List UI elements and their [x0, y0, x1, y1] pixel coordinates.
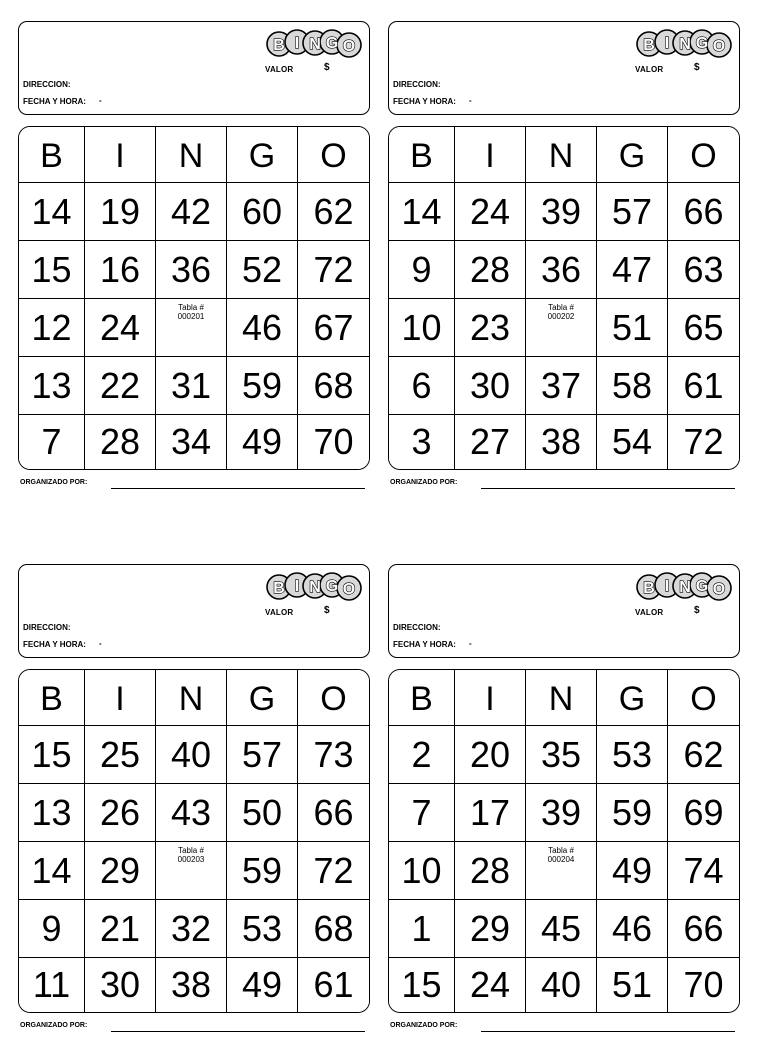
bingo-number: 23: [455, 299, 526, 357]
bingo-number: 20: [455, 726, 526, 784]
bingo-number: 66: [668, 183, 739, 241]
column-header: B: [19, 127, 85, 183]
bingo-grid: [18, 669, 370, 1013]
free-space: [526, 842, 597, 900]
bingo-number: 39: [526, 784, 597, 842]
bingo-number: 66: [668, 900, 739, 958]
fecha-hora-label: FECHA Y HORA:: [393, 97, 456, 106]
bingo-number: 72: [298, 842, 369, 900]
valor-label: VALOR: [265, 608, 294, 617]
tabla-label: Tabla #: [178, 303, 204, 312]
bingo-number: 54: [597, 415, 668, 469]
bingo-number: 42: [156, 183, 227, 241]
bingo-number: 57: [227, 726, 298, 784]
bingo-logo: [265, 26, 363, 60]
bingo-number: 49: [597, 842, 668, 900]
organizado-label: ORGANIZADO POR:: [20, 479, 88, 486]
logo-letter: I: [294, 35, 300, 52]
bingo-number: 32: [156, 900, 227, 958]
bingo-number: 47: [597, 241, 668, 299]
column-header: N: [526, 670, 597, 726]
tabla-label: Tabla #: [178, 846, 204, 855]
column-header: G: [597, 127, 668, 183]
bingo-number: 59: [227, 357, 298, 415]
free-space: [156, 299, 227, 357]
logo-letter: N: [309, 579, 321, 596]
bingo-card: [18, 564, 372, 1054]
bingo-number: 28: [455, 842, 526, 900]
logo-letter: I: [664, 578, 670, 595]
bingo-number: 11: [19, 958, 85, 1012]
bingo-grid: [18, 126, 370, 470]
fecha-hora-value: -: [99, 639, 102, 648]
bingo-number: 9: [389, 241, 455, 299]
bingo-logo: [635, 569, 733, 603]
free-space: [156, 842, 227, 900]
organizer-line: [481, 1031, 735, 1032]
bingo-grid: [388, 126, 740, 470]
logo-letter: O: [712, 38, 726, 55]
bingo-number: 24: [455, 958, 526, 1012]
bingo-logo: [635, 26, 733, 60]
bingo-number: 31: [156, 357, 227, 415]
card-header: [18, 21, 370, 115]
bingo-number: 39: [526, 183, 597, 241]
bingo-number: 27: [455, 415, 526, 469]
column-header: I: [455, 127, 526, 183]
logo-letter: N: [679, 36, 691, 53]
bingo-card: [18, 21, 372, 511]
bingo-number: 72: [298, 241, 369, 299]
bingo-number: 15: [19, 726, 85, 784]
bingo-number: 19: [85, 183, 156, 241]
bingo-number: 34: [156, 415, 227, 469]
bingo-number: 13: [19, 357, 85, 415]
bingo-number: 38: [526, 415, 597, 469]
bingo-number: 30: [85, 958, 156, 1012]
bingo-number: 68: [298, 357, 369, 415]
bingo-number: 1: [389, 900, 455, 958]
bingo-number: 6: [389, 357, 455, 415]
bingo-number: 59: [597, 784, 668, 842]
logo-letter: G: [325, 578, 339, 595]
bingo-number: 21: [85, 900, 156, 958]
bingo-number: 74: [668, 842, 739, 900]
direccion-label: DIRECCION:: [23, 623, 71, 632]
bingo-number: 14: [389, 183, 455, 241]
currency-symbol: $: [694, 605, 700, 616]
column-header: G: [227, 127, 298, 183]
bingo-number: 61: [668, 357, 739, 415]
bingo-number: 36: [526, 241, 597, 299]
bingo-number: 16: [85, 241, 156, 299]
bingo-number: 58: [597, 357, 668, 415]
bingo-number: 49: [227, 958, 298, 1012]
bingo-number: 15: [19, 241, 85, 299]
bingo-number: 61: [298, 958, 369, 1012]
bingo-number: 24: [455, 183, 526, 241]
bingo-number: 7: [389, 784, 455, 842]
bingo-number: 30: [455, 357, 526, 415]
organizado-label: ORGANIZADO POR:: [390, 479, 458, 486]
direccion-label: DIRECCION:: [393, 623, 441, 632]
bingo-number: 9: [19, 900, 85, 958]
free-space: [526, 299, 597, 357]
logo-letter: B: [273, 580, 285, 597]
bingo-number: 51: [597, 958, 668, 1012]
bingo-number: 62: [298, 183, 369, 241]
bingo-number: 26: [85, 784, 156, 842]
bingo-grid: [388, 669, 740, 1013]
direccion-label: DIRECCION:: [23, 80, 71, 89]
column-header: G: [597, 670, 668, 726]
card-header: [388, 21, 740, 115]
organizer-line: [111, 1031, 365, 1032]
logo-letter: N: [309, 36, 321, 53]
bingo-number: 69: [668, 784, 739, 842]
bingo-number: 73: [298, 726, 369, 784]
tabla-label: Tabla #: [548, 846, 574, 855]
logo-letter: I: [664, 35, 670, 52]
fecha-hora-value: -: [469, 96, 472, 105]
bingo-number: 63: [668, 241, 739, 299]
bingo-number: 46: [597, 900, 668, 958]
bingo-number: 49: [227, 415, 298, 469]
bingo-number: 29: [85, 842, 156, 900]
column-header: I: [85, 127, 156, 183]
bingo-number: 51: [597, 299, 668, 357]
bingo-number: 70: [668, 958, 739, 1012]
tabla-number: 000204: [547, 855, 575, 864]
bingo-number: 14: [19, 842, 85, 900]
column-header: G: [227, 670, 298, 726]
bingo-number: 50: [227, 784, 298, 842]
tabla-label: Tabla #: [548, 303, 574, 312]
bingo-logo: [265, 569, 363, 603]
valor-label: VALOR: [635, 608, 664, 617]
organizado-label: ORGANIZADO POR:: [20, 1022, 88, 1029]
fecha-hora-label: FECHA Y HORA:: [23, 640, 86, 649]
bingo-number: 2: [389, 726, 455, 784]
bingo-number: 15: [389, 958, 455, 1012]
logo-letter: B: [273, 37, 285, 54]
bingo-number: 53: [227, 900, 298, 958]
bingo-number: 72: [668, 415, 739, 469]
bingo-number: 52: [227, 241, 298, 299]
fecha-hora-label: FECHA Y HORA:: [393, 640, 456, 649]
organizado-label: ORGANIZADO POR:: [390, 1022, 458, 1029]
bingo-number: 38: [156, 958, 227, 1012]
bingo-number: 37: [526, 357, 597, 415]
bingo-number: 17: [455, 784, 526, 842]
logo-letter: G: [695, 35, 709, 52]
bingo-number: 35: [526, 726, 597, 784]
logo-letter: O: [342, 581, 356, 598]
card-header: [388, 564, 740, 658]
bingo-number: 65: [668, 299, 739, 357]
organizer-line: [481, 488, 735, 489]
bingo-number: 12: [19, 299, 85, 357]
bingo-number: 40: [526, 958, 597, 1012]
bingo-number: 3: [389, 415, 455, 469]
bingo-number: 68: [298, 900, 369, 958]
bingo-number: 7: [19, 415, 85, 469]
organizer-line: [111, 488, 365, 489]
column-header: B: [19, 670, 85, 726]
bingo-number: 62: [668, 726, 739, 784]
bingo-number: 70: [298, 415, 369, 469]
logo-letter: N: [679, 579, 691, 596]
tabla-number: 000203: [177, 855, 205, 864]
bingo-number: 10: [389, 842, 455, 900]
column-header: B: [389, 670, 455, 726]
bingo-number: 43: [156, 784, 227, 842]
bingo-number: 40: [156, 726, 227, 784]
valor-label: VALOR: [265, 65, 294, 74]
tabla-number: 000201: [177, 312, 205, 321]
logo-letter: G: [695, 578, 709, 595]
bingo-number: 10: [389, 299, 455, 357]
bingo-number: 25: [85, 726, 156, 784]
bingo-number: 28: [85, 415, 156, 469]
currency-symbol: $: [324, 605, 330, 616]
fecha-hora-value: -: [469, 639, 472, 648]
logo-letter: G: [325, 35, 339, 52]
logo-letter: B: [643, 37, 655, 54]
bingo-number: 60: [227, 183, 298, 241]
column-header: O: [298, 670, 369, 726]
column-header: N: [526, 127, 597, 183]
bingo-number: 66: [298, 784, 369, 842]
bingo-number: 14: [19, 183, 85, 241]
direccion-label: DIRECCION:: [393, 80, 441, 89]
bingo-number: 59: [227, 842, 298, 900]
bingo-number: 24: [85, 299, 156, 357]
logo-letter: B: [643, 580, 655, 597]
currency-symbol: $: [694, 62, 700, 73]
column-header: N: [156, 670, 227, 726]
bingo-number: 67: [298, 299, 369, 357]
logo-letter: I: [294, 578, 300, 595]
column-header: O: [668, 670, 739, 726]
bingo-card: [388, 564, 742, 1054]
bingo-number: 22: [85, 357, 156, 415]
bingo-number: 57: [597, 183, 668, 241]
logo-letter: O: [342, 38, 356, 55]
fecha-hora-label: FECHA Y HORA:: [23, 97, 86, 106]
column-header: O: [298, 127, 369, 183]
bingo-number: 28: [455, 241, 526, 299]
card-header: [18, 564, 370, 658]
column-header: I: [455, 670, 526, 726]
column-header: O: [668, 127, 739, 183]
bingo-number: 53: [597, 726, 668, 784]
bingo-number: 29: [455, 900, 526, 958]
bingo-card: [388, 21, 742, 511]
bingo-number: 46: [227, 299, 298, 357]
valor-label: VALOR: [635, 65, 664, 74]
bingo-number: 45: [526, 900, 597, 958]
fecha-hora-value: -: [99, 96, 102, 105]
column-header: B: [389, 127, 455, 183]
column-header: I: [85, 670, 156, 726]
column-header: N: [156, 127, 227, 183]
currency-symbol: $: [324, 62, 330, 73]
tabla-number: 000202: [547, 312, 575, 321]
bingo-number: 13: [19, 784, 85, 842]
bingo-number: 36: [156, 241, 227, 299]
logo-letter: O: [712, 581, 726, 598]
